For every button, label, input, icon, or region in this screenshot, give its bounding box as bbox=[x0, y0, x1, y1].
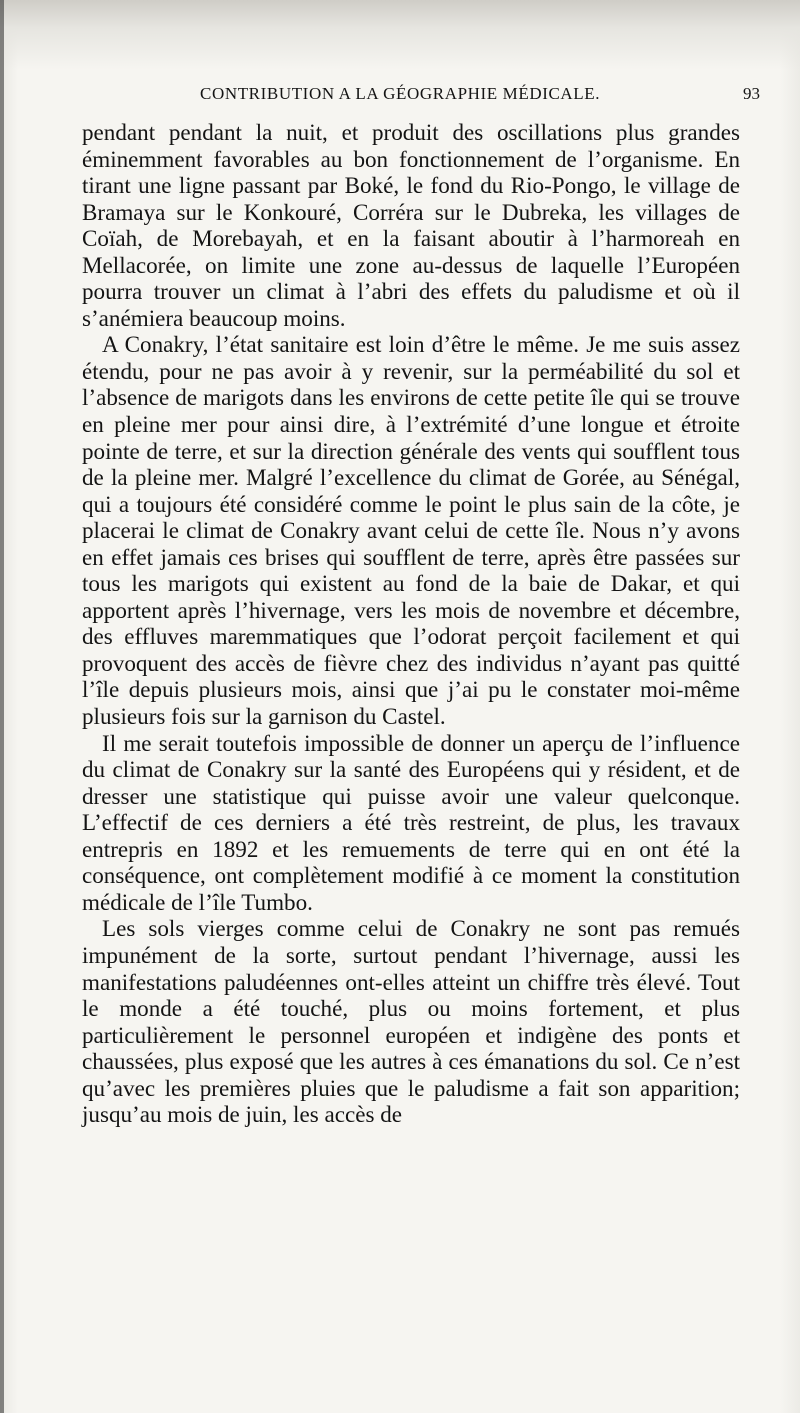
scan-shadow bbox=[0, 0, 800, 70]
page-edge bbox=[0, 0, 4, 1413]
paragraph: A Conakry, l’état sanitaire est loin d’être le même. Je me suis assez étendu, pour ne pas avoir à y revenir, sur la perméabilité du sol et l’absence de marigots dans les environs de cette petite île qui se trouve en pleine mer pour ainsi dire, à l’extrémité d’une longue et étroite pointe de terre, et sur la direction générale des vents qui soufflent tous de la pleine mer. Malgré l’excellence du climat de Gorée, au Sénégal, qui a toujours été considéré comme le point le plus sain de la côte, je placerai le climat de Conakry avant celui de cette île. Nous n’y avons en effet jamais ces brises qui soufflent de terre, après être passées sur tous les marigots qui existent au fond de la baie de Dakar, et qui apportent après l’hivernage, vers les mois de novembre et décembre, des effluves maremmatiques que l’odorat perçoit facilement et qui provoquent des accès de fièvre chez des individus n’ayant pas quitté l’île depuis plusieurs mois, ainsi que j’ai pu le constater moi-même plusieurs fois sur la garnison du Castel. bbox=[82, 331, 740, 730]
page-header bbox=[200, 80, 760, 110]
body-text bbox=[82, 119, 740, 1128]
paragraph: Il me serait toutefois impossible de donner un aperçu de l’influence du climat de Conakry sur la santé des Européens qui y résident, et de dresser une statistique qui puisse avoir une valeur quelconque. L’effectif de ces derniers a été très restreint, de plus, les travaux entrepris en 1892 et les remuements de terre qui en ont été la conséquence, ont complètement modifié à ce moment la constitution médicale de l’île Tumbo. bbox=[82, 729, 740, 915]
page-number: 93 bbox=[743, 84, 760, 103]
paragraph: Les sols vierges comme celui de Conakry ne sont pas remués impunément de la sorte, surtout pendant l’hivernage, aussi les manifestations paludéennes ont-elles atteint un chiffre très élevé. Tout le monde a été touché, plus ou moins fortement, et plus particulièrement le personnel européen et indigène des ponts et chaussées, plus exposé que les autres à ces émanations du sol. Ce n’est qu’avec les premières pluies que le paludisme a fait son apparition; jusqu’au mois de juin, les accès de bbox=[82, 915, 740, 1128]
running-title: CONTRIBUTION A LA GÉOGRAPHIE MÉDICALE. bbox=[200, 84, 601, 103]
paragraph: pendant pendant la nuit, et produit des oscillations plus grandes éminemment favorables au bon fonctionnement de l’organisme. En tirant une ligne passant par Boké, le fond du Rio-Pongo, le village de Bramaya sur le Konkouré, Corréra sur le Dubreka, les villages de Coïah, de Morebayah, et en la faisant aboutir à l’harmoreah en Mellacorée, on limite une zone au-dessus de laquelle l’Européen pourra trouver un climat à l’abri des effets du paludisme et où il s’anémiera beaucoup moins. bbox=[82, 119, 740, 331]
